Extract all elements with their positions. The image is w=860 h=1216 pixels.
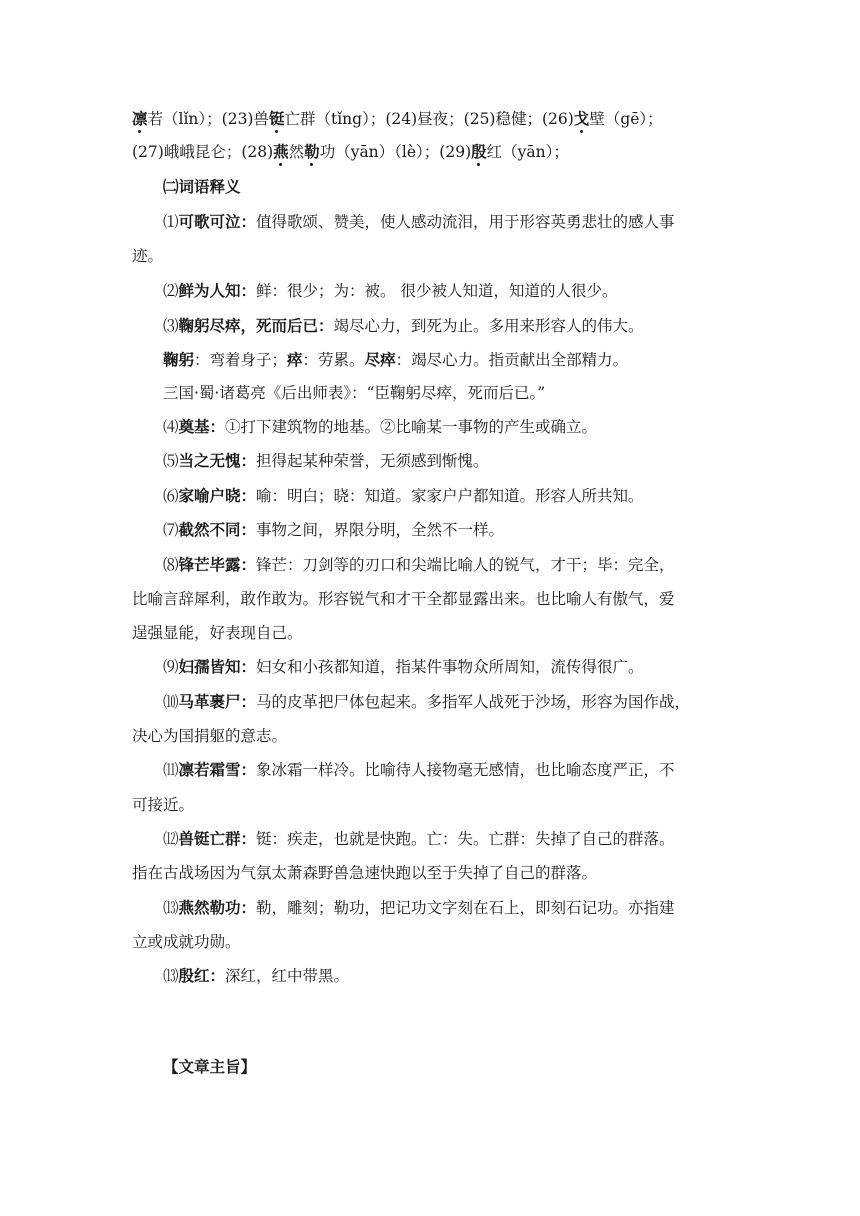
entry-5 (163, 450, 489, 472)
detail-term: 尽瘁 (364, 351, 396, 369)
entry-14 (163, 965, 349, 987)
entry-7 (163, 519, 504, 541)
entry-term: 当之无愧： (178, 452, 257, 470)
entry-number: ⑹ (163, 487, 179, 505)
entry-definition: 妇女和小孩都知道，指某件事物众所周知，流传得很广。 (256, 658, 644, 676)
entry-term: 截然不同： (178, 521, 257, 539)
text-run: 红（yān）； (486, 143, 569, 161)
entry-term: 奠基： (178, 418, 226, 436)
entry-definition: 鲜：很少；为：被。 很少被人知道，知道的人很少。 (256, 282, 618, 300)
detail-text: ：劳累。 (302, 351, 365, 369)
entry-term: 锋芒毕露： (178, 556, 257, 574)
entry-1 (163, 211, 675, 233)
entry-term: 凛若霜雪： (178, 761, 257, 779)
entry-term: 鞠躬尽瘁，死而后已： (178, 317, 334, 335)
entry-term: 家喻户晓： (178, 487, 257, 505)
entry-3-detail (163, 349, 628, 371)
text-run: 亡群（tǐng）；(24)昼夜；(25)稳健；(26) (284, 110, 574, 128)
entry-term: 可歌可泣： (178, 213, 257, 231)
entry-number: ⑷ (163, 418, 179, 436)
pinyin-line-2 (132, 141, 569, 163)
entry-13-cont: 立或成就功勋。 (132, 933, 241, 951)
text-run: (27)峨峨昆仑；(28) (132, 143, 274, 161)
detail-term: 瘁 (287, 351, 303, 369)
entry-definition: 担得起某种荣誉，无须感到惭愧。 (256, 452, 489, 470)
entry-10-cont: 决心为国捐躯的意志。 (132, 727, 288, 745)
section-title: ㈡词语释义 (163, 178, 241, 196)
entry-10 (163, 691, 690, 713)
entry-term: 燕然勒功： (178, 899, 257, 917)
entry-12 (163, 828, 675, 850)
text-run: 功（yān）（lè）；(29) (319, 143, 472, 161)
entry-number: ⑶ (163, 317, 179, 335)
detail-text: ：弯着身子； (194, 351, 288, 369)
entry-definition: ①打下建筑物的地基。②比喻某一事物的产生或确立。 (225, 418, 598, 436)
entry-2 (163, 280, 617, 302)
entry-number: ⑿ (163, 830, 179, 848)
text-run: 然 (288, 143, 305, 161)
entry-number: ⑸ (163, 452, 179, 470)
entry-12-cont: 指在古战场因为气氛太萧森野兽急速快跑以至于失掉了自己的群落。 (132, 864, 598, 882)
text-run: 壁（gē）； (589, 110, 663, 128)
entry-13 (163, 897, 675, 919)
dotted-char: 铤 (268, 110, 285, 128)
entry-definition: 马的皮革把尸体包起来。多指军人战死于沙场，形容为国作战， (256, 693, 691, 711)
entry-term: 妇孺皆知： (178, 658, 257, 676)
entry-number: ⑵ (163, 282, 179, 300)
entry-3 (163, 315, 644, 337)
entry-definition: 事物之间，界限分明，全然不一样。 (256, 521, 505, 539)
entry-number: ⑽ (163, 693, 179, 711)
section-heading-theme: 【文章主旨】 (163, 1058, 257, 1076)
entry-1-cont: 迹。 (132, 247, 164, 265)
entry-number: ⑺ (163, 521, 179, 539)
entry-definition: 竭尽心力，到死为止。多用来形容人的伟大。 (333, 317, 644, 335)
entry-definition: 值得歌颂、赞美，使人感动流泪，用于形容英勇悲壮的感人事 (256, 213, 675, 231)
entry-8-cont: 逞强显能，好表现自己。 (132, 624, 303, 642)
dotted-char: 凛 (132, 110, 148, 128)
entry-term: 鲜为人知： (178, 282, 257, 300)
dotted-char: 殷 (471, 143, 487, 161)
entry-11 (163, 759, 675, 781)
detail-text: ：竭尽心力。指贡献出全部精力。 (395, 351, 629, 369)
text-run: 若（lǐn）；(23)兽 (147, 110, 269, 128)
entry-term: 殷红： (178, 967, 226, 985)
pinyin-line-1 (132, 108, 663, 130)
entry-4 (163, 416, 597, 438)
entry-3-quote: 三国·蜀·诸葛亮《后出师表》：“臣鞠躬尽瘁，死而后已。” (163, 384, 546, 402)
entry-number: ⑾ (163, 761, 179, 779)
detail-term: 鞠躬 (163, 351, 195, 369)
entry-term: 马革裹尸： (178, 693, 257, 711)
dotted-char: 燕 (273, 143, 289, 161)
entry-11-cont: 可接近。 (132, 796, 195, 814)
entry-number: ⑼ (163, 658, 179, 676)
entry-definition: 象冰霜一样冷。比喻待人接物毫无感情，也比喻态度严正，不 (256, 761, 675, 779)
entry-number: ⑻ (163, 556, 179, 574)
entry-number: ⒀ (163, 899, 179, 917)
entry-term: 兽铤亡群： (178, 830, 257, 848)
entry-8 (163, 554, 675, 576)
entry-6 (163, 485, 644, 507)
entry-definition: 深红，红中带黑。 (225, 967, 350, 985)
entry-number: ⒀ (163, 967, 179, 985)
dotted-char: 戈 (573, 110, 590, 128)
entry-9 (163, 656, 644, 678)
entry-definition: 锋芒：刀剑等的刃口和尖端比喻人的锐气，才干；毕：完全， (256, 556, 675, 574)
entry-definition: 勒，雕刻；勒功，把记功文字刻在石上，即刻石记功。亦指建 (256, 899, 675, 917)
entry-number: ⑴ (163, 213, 179, 231)
entry-definition: 喻：明白；晓：知道。家家户户都知道。形容人所共知。 (256, 487, 644, 505)
entry-definition: 铤：疾走，也就是快跑。亡：失。亡群：失掉了自己的群落。 (256, 830, 675, 848)
entry-8-cont: 比喻言辞犀利，敢作敢为。形容锐气和才干全都显露出来。也比喻人有傲气，爱 (132, 590, 675, 608)
dotted-char: 勒 (304, 143, 320, 161)
